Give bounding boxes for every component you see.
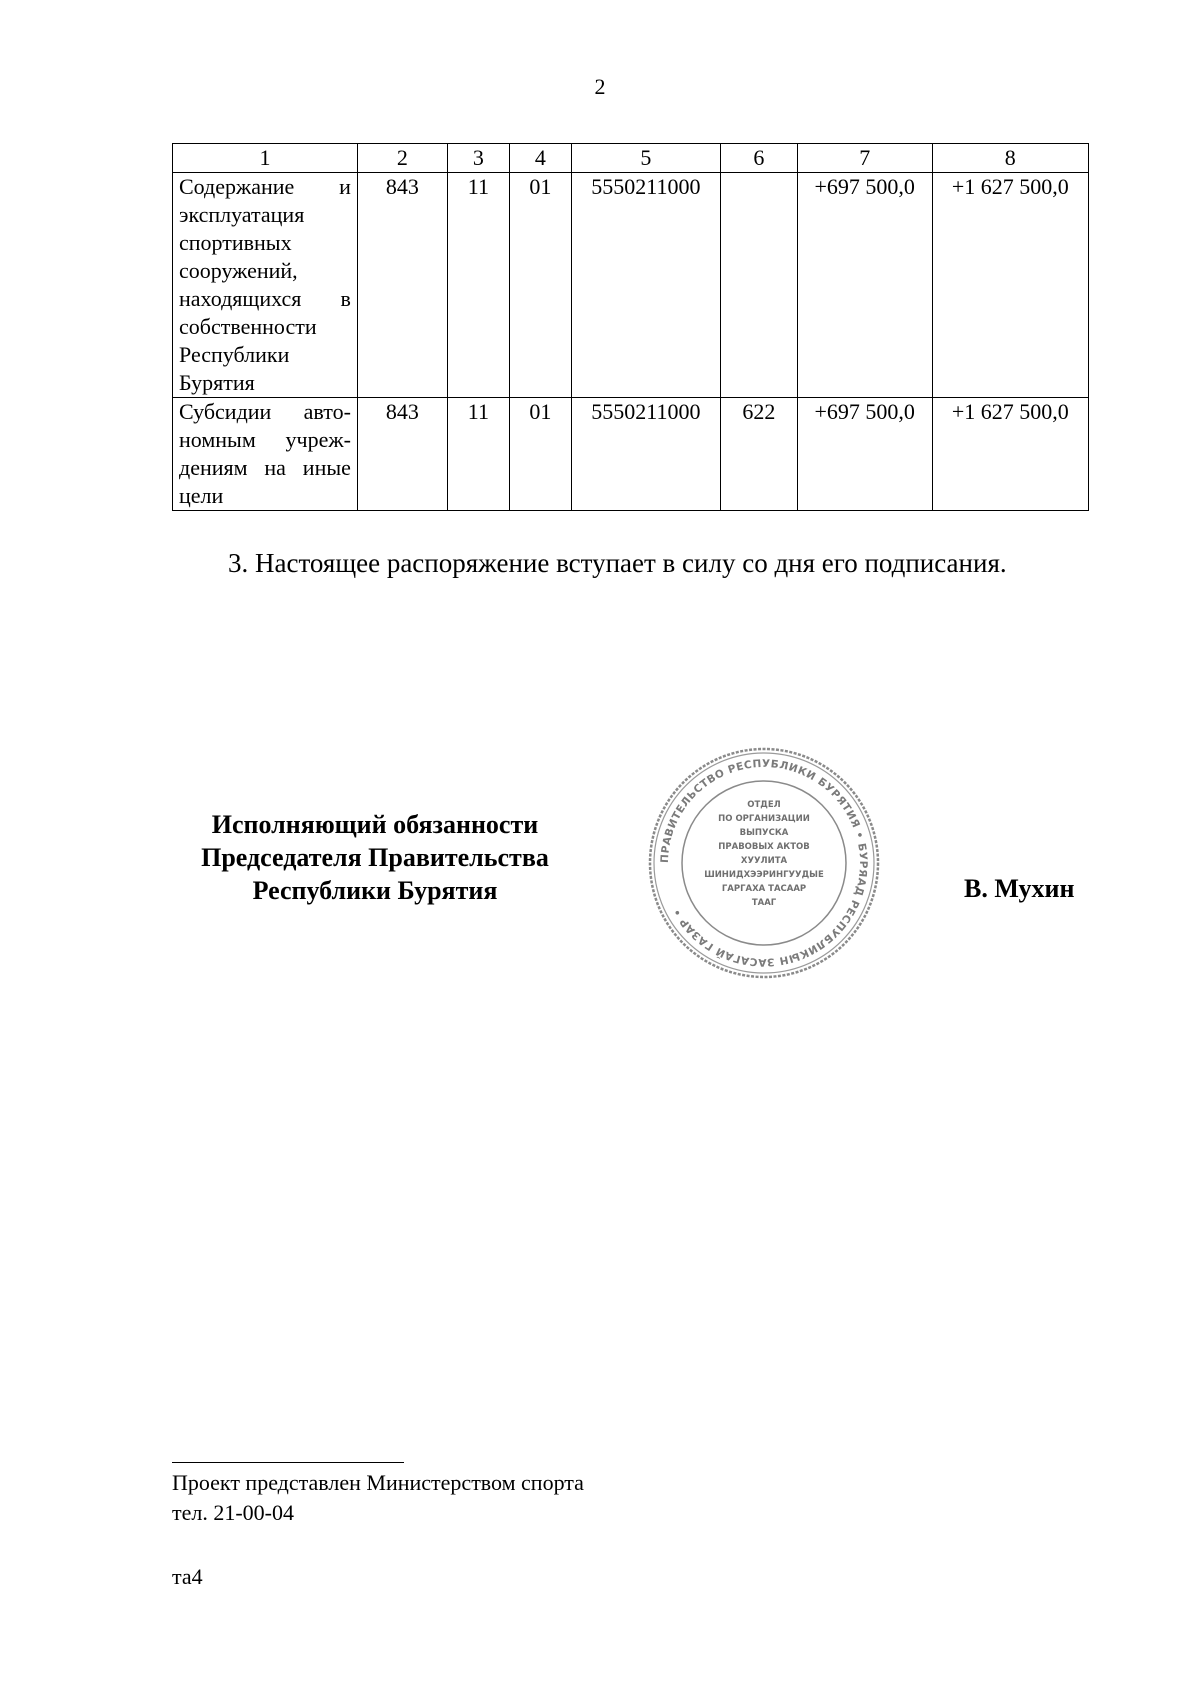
stamp-inner-line: ПРАВОВЫХ АКТОВ bbox=[718, 842, 810, 852]
stamp-inner-line: ТААГ bbox=[751, 898, 777, 908]
table-header-cell: 6 bbox=[720, 144, 797, 173]
name-line: Бурятия bbox=[179, 370, 255, 395]
budget-table bbox=[172, 143, 1089, 511]
name-line: собственности bbox=[179, 314, 317, 339]
stamp-inner-line: ПО ОРГАНИЗАЦИИ bbox=[718, 814, 810, 824]
document-code: та4 bbox=[172, 1564, 203, 1589]
signer-position bbox=[140, 808, 610, 907]
stamp-inner-line: ОТДЕЛ bbox=[747, 800, 781, 810]
footnote-line-2: тел. 21-00-04 bbox=[172, 1500, 295, 1525]
table-cell: 11 bbox=[447, 398, 509, 511]
table-row bbox=[173, 398, 1089, 511]
table-cell: +697 500,0 bbox=[797, 173, 932, 398]
table-header-cell: 2 bbox=[357, 144, 447, 173]
table-header-row bbox=[173, 144, 1089, 173]
footnote bbox=[172, 1468, 584, 1528]
name-line: цели bbox=[179, 483, 224, 508]
table-row bbox=[173, 173, 1089, 398]
table-cell: 843 bbox=[357, 173, 447, 398]
table-header-cell: 4 bbox=[509, 144, 571, 173]
table-cell: 5550211000 bbox=[571, 173, 720, 398]
clause-3: 3. Настоящее распоряжение вступает в силу со дня его подписания. bbox=[228, 548, 1007, 578]
table-cell: 01 bbox=[509, 173, 571, 398]
signer-position-line: Исполняющий обязанности bbox=[211, 810, 539, 839]
table-cell: 11 bbox=[447, 173, 509, 398]
table-cell: 01 bbox=[509, 398, 571, 511]
stamp-ring-text: ПРАВИТЕЛЬСТВО РЕСПУБЛИКИ БУРЯТИЯ • БУРЯАД РЕСПУБЛИКЫН ЗАСАГАЙ ГАЗАР • bbox=[658, 757, 870, 969]
table-cell: +1 627 500,0 bbox=[932, 398, 1088, 511]
table-header-cell: 8 bbox=[932, 144, 1088, 173]
name-line: находящихся в bbox=[179, 286, 351, 311]
stamp-inner-line: ГАРГАХА ТАСААР bbox=[721, 884, 807, 894]
name-line: дениям на иные bbox=[179, 455, 351, 480]
table-cell: 622 bbox=[720, 398, 797, 511]
stamp-inner-line: ХУУЛИТА bbox=[740, 856, 788, 866]
footnote-divider bbox=[172, 1462, 404, 1463]
page-number: 2 bbox=[594, 74, 606, 99]
table-cell: +1 627 500,0 bbox=[932, 173, 1088, 398]
official-stamp bbox=[646, 745, 882, 981]
stamp-inner-line: ШИНИДХЭЭРИНГУУДЫЕ bbox=[704, 870, 824, 880]
row-name-cell bbox=[173, 398, 358, 511]
table-header-cell: 3 bbox=[447, 144, 509, 173]
signer-position-line: Республики Бурятия bbox=[252, 876, 498, 905]
row-name-cell bbox=[173, 173, 358, 398]
name-line: эксплуатация bbox=[179, 202, 305, 227]
table-header-cell: 5 bbox=[571, 144, 720, 173]
table-cell bbox=[720, 173, 797, 398]
name-line: Содержание и bbox=[179, 174, 351, 199]
name-line: спортивных bbox=[179, 230, 292, 255]
name-line: Субсидии авто- bbox=[179, 399, 351, 424]
name-line: сооружений, bbox=[179, 258, 298, 283]
footnote-line-1: Проект представлен Министерством спорта bbox=[172, 1470, 584, 1495]
stamp-inner-line: ВЫПУСКА bbox=[739, 828, 789, 838]
table-cell: 843 bbox=[357, 398, 447, 511]
signer-position-line: Председателя Правительства bbox=[201, 843, 549, 872]
signer-name: В. Мухин bbox=[964, 874, 1075, 903]
table-header-cell: 7 bbox=[797, 144, 932, 173]
table-header-cell: 1 bbox=[173, 144, 358, 173]
name-line: Республики bbox=[179, 342, 290, 367]
name-line: номным учреж- bbox=[179, 427, 351, 452]
table-cell: 5550211000 bbox=[571, 398, 720, 511]
table-cell: +697 500,0 bbox=[797, 398, 932, 511]
